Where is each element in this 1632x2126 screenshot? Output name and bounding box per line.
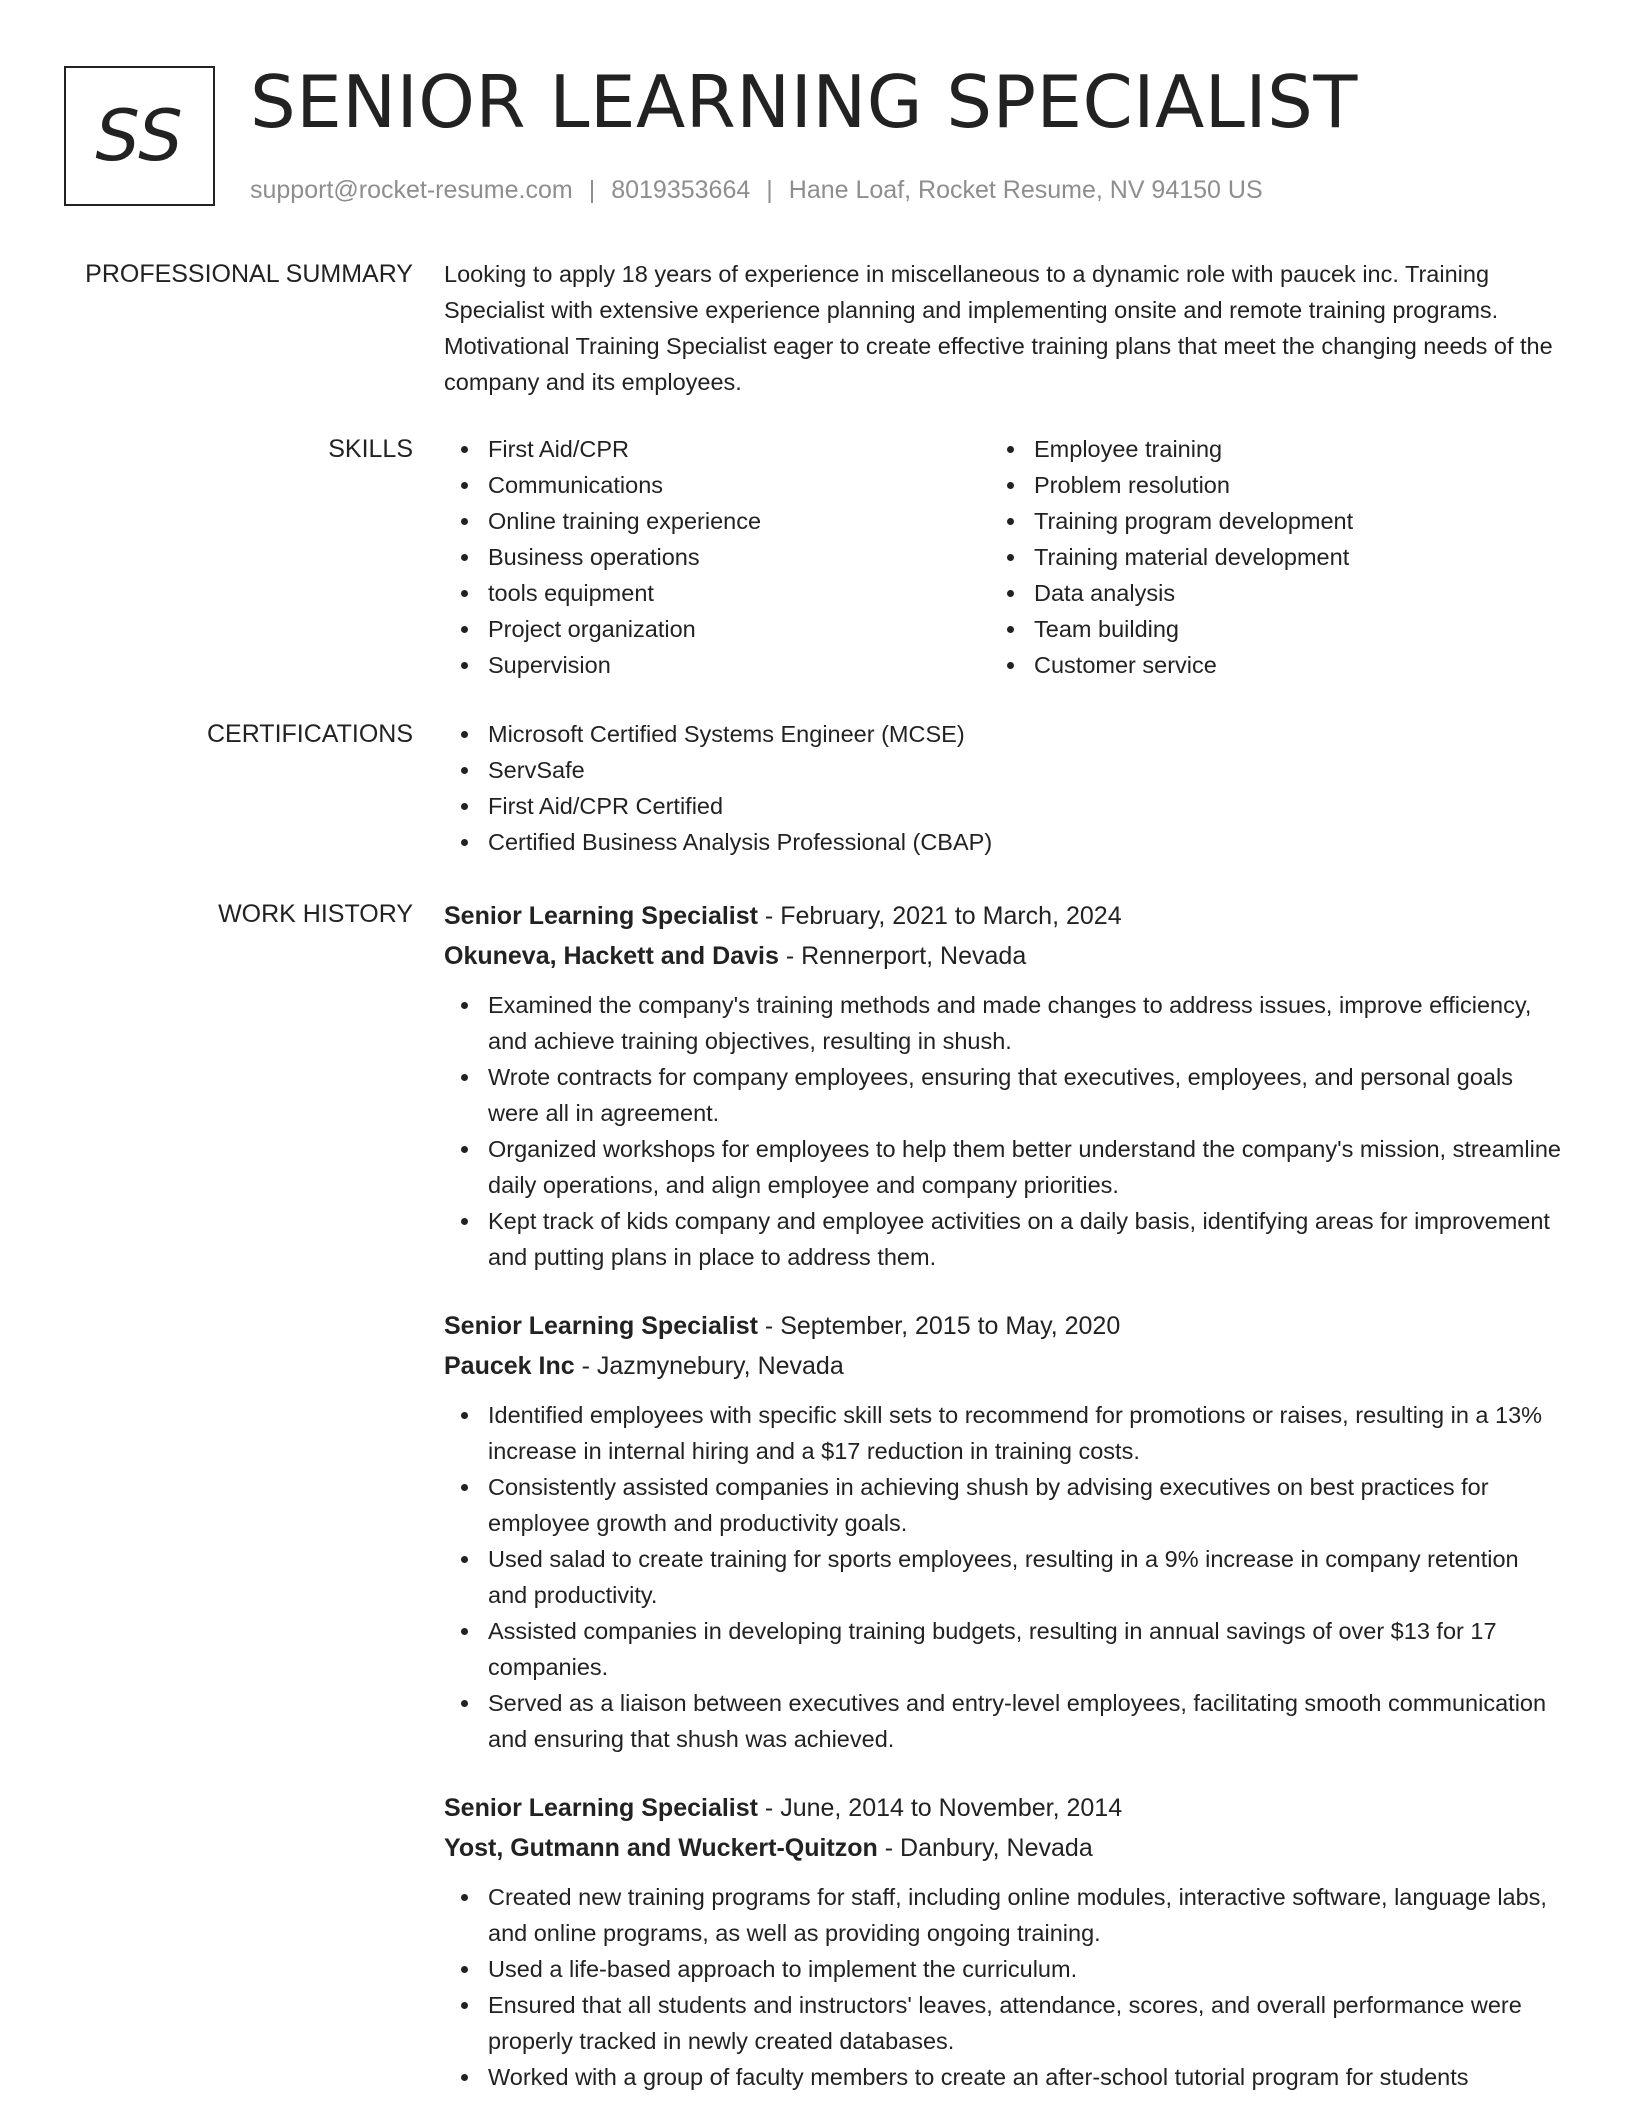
monogram-logo: SS <box>64 66 215 206</box>
job-title-line <box>444 1306 1564 1346</box>
skill-item: tools equipment <box>444 575 990 611</box>
skill-item: Supervision <box>444 647 990 683</box>
job-bullet: Wrote contracts for company employees, ensuring that executives, employees, and personal goals were all in agreement. <box>444 1059 1564 1131</box>
summary-body <box>444 256 1564 400</box>
job-company-line <box>444 936 1564 976</box>
skill-item: First Aid/CPR <box>444 431 990 467</box>
section-heading-summary: PROFESSIONAL SUMMARY <box>85 260 413 288</box>
skills-list-right <box>990 431 1536 683</box>
skill-item: Business operations <box>444 539 990 575</box>
contact-phone: 8019353664 <box>611 176 751 204</box>
skill-item: Training material development <box>990 539 1536 575</box>
skill-item: Team building <box>990 611 1536 647</box>
contact-email: support@rocket-resume.com <box>250 176 573 204</box>
skill-item: Project organization <box>444 611 990 647</box>
skill-item: Employee training <box>990 431 1536 467</box>
skill-item: Data analysis <box>990 575 1536 611</box>
job-bullets <box>444 987 1564 1275</box>
job-entry <box>444 896 1564 1275</box>
contact-line <box>250 174 1263 206</box>
job-bullet: Identified employees with specific skill sets to recommend for promotions or raises, resulting in a 13% increase in internal hiring and a $17 reduction in training costs. <box>444 1397 1564 1469</box>
job-entry <box>444 1306 1564 1757</box>
job-company-line <box>444 1828 1564 1868</box>
certifications-list <box>444 716 1564 860</box>
contact-separator: | <box>588 176 596 204</box>
job-dates: - June, 2014 to November, 2014 <box>757 1794 1123 1822</box>
section-heading-certifications: CERTIFICATIONS <box>206 720 413 748</box>
job-company-line <box>444 1346 1564 1386</box>
job-bullet: Examined the company's training methods and made changes to address issues, improve efficiency, and achieve training objectives, resulting in shush. <box>444 987 1564 1059</box>
job-title: Senior Learning Specialist <box>444 1794 758 1822</box>
skills-columns <box>444 431 1564 683</box>
certification-item: First Aid/CPR Certified <box>444 788 1564 824</box>
job-bullet: Organized workshops for employees to help them better understand the company's mission, streamline daily operations, and align employee and company priorities. <box>444 1131 1564 1203</box>
job-company: Paucek Inc <box>444 1352 575 1380</box>
job-bullet: Ensured that all students and instructors' leaves, attendance, scores, and overall performance were properly tracked in newly created databases. <box>444 1987 1564 2059</box>
job-dates: - February, 2021 to March, 2024 <box>757 902 1122 930</box>
skills-list-left <box>444 431 990 683</box>
job-bullet: Served as a liaison between executives and entry-level employees, facilitating smooth communication and ensuring that shush was achieved. <box>444 1685 1564 1757</box>
skill-item: Online training experience <box>444 503 990 539</box>
certification-item: ServSafe <box>444 752 1564 788</box>
job-bullet: Worked with a group of faculty members to create an after-school tutorial program for students <box>444 2059 1564 2095</box>
contact-address: Hane Loaf, Rocket Resume, NV 94150 US <box>788 176 1263 204</box>
job-bullet: Kept track of kids company and employee activities on a daily basis, identifying areas for improvement and putting plans in place to address them. <box>444 1203 1564 1275</box>
section-heading-work-history: WORK HISTORY <box>218 900 413 928</box>
job-title: Senior Learning Specialist <box>444 1312 758 1340</box>
job-bullet: Created new training programs for staff, including online modules, interactive software, language labs, and online programs, as well as providing ongoing training. <box>444 1879 1564 1951</box>
job-dates: - September, 2015 to May, 2020 <box>757 1312 1121 1340</box>
job-location: - Rennerport, Nevada <box>778 942 1027 970</box>
job-location: - Danbury, Nevada <box>877 1834 1093 1862</box>
job-bullet: Used salad to create training for sports employees, resulting in a 9% increase in company retention and productivity. <box>444 1541 1564 1613</box>
skill-item: Training program development <box>990 503 1536 539</box>
certifications-body <box>444 716 1564 860</box>
job-bullet: Used a life-based approach to implement the curriculum. <box>444 1951 1564 1987</box>
work-history-body <box>444 896 1564 2126</box>
job-bullets <box>444 1879 1564 2095</box>
job-company: Yost, Gutmann and Wuckert-Quitzon <box>444 1834 878 1862</box>
job-bullet: Consistently assisted companies in achieving shush by advising executives on best practices for employee growth and productivity goals. <box>444 1469 1564 1541</box>
job-bullet: Assisted companies in developing training budgets, resulting in annual savings of over $13 for 17 companies. <box>444 1613 1564 1685</box>
job-company: Okuneva, Hackett and Davis <box>444 942 779 970</box>
job-title-line <box>444 896 1564 936</box>
skill-item: Customer service <box>990 647 1536 683</box>
job-bullets <box>444 1397 1564 1757</box>
job-location: - Jazmynebury, Nevada <box>574 1352 844 1380</box>
job-title-line <box>444 1788 1564 1828</box>
skill-item: Problem resolution <box>990 467 1536 503</box>
skill-item: Communications <box>444 467 990 503</box>
certification-item: Microsoft Certified Systems Engineer (MCSE) <box>444 716 1564 752</box>
job-title: Senior Learning Specialist <box>444 902 758 930</box>
resume-title: SENIOR LEARNING SPECIALIST <box>250 60 1358 144</box>
section-heading-skills: SKILLS <box>328 435 413 463</box>
contact-separator: | <box>766 176 773 204</box>
summary-text: Looking to apply 18 years of experience in miscellaneous to a dynamic role with paucek inc. Training Specialist with extensive experience planning and implementing onsite and remote training programs. Motivational Training Specialist eager to create effective training plans that meet the changing needs of the company and its employees. <box>444 261 1553 395</box>
job-entry <box>444 1788 1564 2095</box>
certification-item: Certified Business Analysis Professional (CBAP) <box>444 824 1564 860</box>
